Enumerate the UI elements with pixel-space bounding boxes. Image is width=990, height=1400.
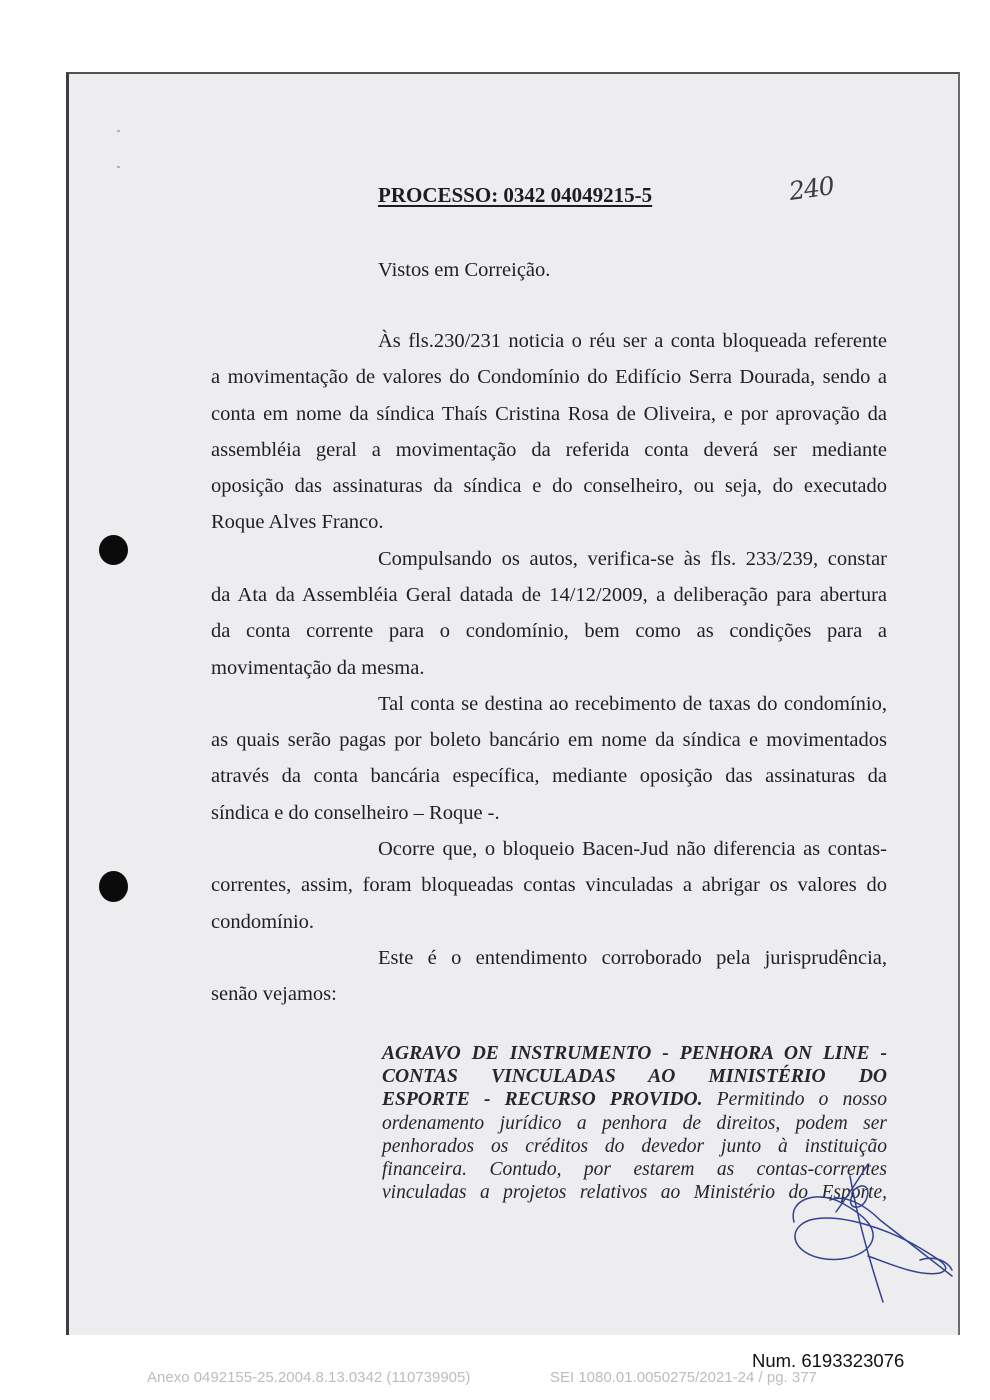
- body-paragraph: [211, 831, 887, 940]
- quote-text: financeira. Contudo, por estarem as contas-correntes: [382, 1159, 887, 1181]
- body-line: Tal conta se destina ao recebimento de taxas do condomínio,: [378, 692, 887, 715]
- quote-line: [382, 1112, 887, 1135]
- sei-reference: SEI 1080.01.0050275/2021-24 / pg. 377: [550, 1369, 817, 1386]
- hole-punch: [99, 871, 128, 902]
- body-line: senão vejamos:: [211, 983, 337, 1006]
- quote-heading-text: ESPORTE - RECURSO PROVIDO.: [382, 1089, 703, 1111]
- body-line: Compulsando os autos, verifica-se às fls. 233/239, constar: [378, 547, 887, 570]
- body-line: da conta corrente para o condomínio, bem como as condições para a: [211, 620, 887, 643]
- body-line: Ocorre que, o bloqueio Bacen-Jud não diferencia as contas-: [378, 837, 887, 860]
- quote-text: ordenamento jurídico a penhora de direitos, podem ser: [382, 1112, 887, 1134]
- body-text: [211, 323, 887, 1012]
- process-number-title: PROCESSO: 0342 04049215-5: [378, 183, 653, 207]
- quote-text: Permitindo o nosso: [702, 1089, 888, 1111]
- hole-punch: [99, 535, 128, 565]
- body-line: síndica e do conselheiro – Roque -.: [211, 801, 500, 824]
- body-line: Roque Alves Franco.: [211, 511, 384, 534]
- annex-reference: Anexo 0492155-25.2004.8.13.0342 (110739905): [147, 1369, 471, 1386]
- handwritten-folio-number: 240: [787, 171, 836, 206]
- body-line: da Ata da Assembléia Geral datada de 14/12/2009, a deliberação para abertura: [211, 583, 887, 606]
- body-line: movimentação da mesma.: [211, 656, 425, 679]
- quote-heading-text: AGRAVO DE INSTRUMENTO - PENHORA ON LINE -: [382, 1043, 887, 1064]
- body-paragraph: [211, 541, 887, 686]
- body-line: condomínio.: [211, 910, 315, 933]
- signature-stroke: [793, 1197, 946, 1274]
- body-paragraph: [211, 686, 887, 831]
- body-line: através da conta bancária específica, mediante oposição das assinaturas da: [211, 765, 887, 788]
- document-number: Num. 6193323076: [752, 1350, 905, 1371]
- quote-text: vinculadas a projetos relativos ao Ministério do Esporte,: [382, 1182, 887, 1204]
- scan-speck: [117, 130, 120, 132]
- quote-line: [382, 1065, 887, 1088]
- body-line: assembléia geral a movimentação da referida conta deverá ser mediante: [211, 438, 887, 461]
- signature-stroke: [850, 1176, 883, 1302]
- quote-line: [382, 1042, 887, 1065]
- quote-line: [382, 1135, 887, 1158]
- body-line: conta em nome da síndica Thaís Cristina Rosa de Oliveira, e por aprovação da: [211, 402, 887, 425]
- body-line: oposição das assinaturas da síndica e do conselheiro, ou seja, do executado: [211, 475, 887, 498]
- body-line: a movimentação de valores do Condomínio do Edifício Serra Dourada, sendo a: [211, 366, 887, 389]
- scan-speck: [117, 166, 120, 168]
- body-line: Este é o entendimento corroborado pela jurisprudência,: [378, 946, 887, 969]
- handwritten-signature: [770, 1160, 960, 1310]
- quote-heading-text: CONTAS VINCULADAS AO MINISTÉRIO DO: [382, 1066, 887, 1088]
- quote-line: [382, 1088, 887, 1111]
- body-paragraph: [211, 323, 887, 541]
- opening-line: Vistos em Correição.: [378, 259, 551, 281]
- quote-text: penhorados os créditos do devedor junto à instituição: [382, 1135, 887, 1157]
- body-paragraph: [211, 940, 887, 1013]
- body-line: correntes, assim, foram bloqueadas contas vinculadas a abrigar os valores do: [211, 874, 887, 897]
- body-line: Às fls.230/231 noticia o réu ser a conta bloqueada referente: [378, 330, 887, 352]
- body-line: as quais serão pagas por boleto bancário em nome da síndica e movimentados: [211, 729, 887, 752]
